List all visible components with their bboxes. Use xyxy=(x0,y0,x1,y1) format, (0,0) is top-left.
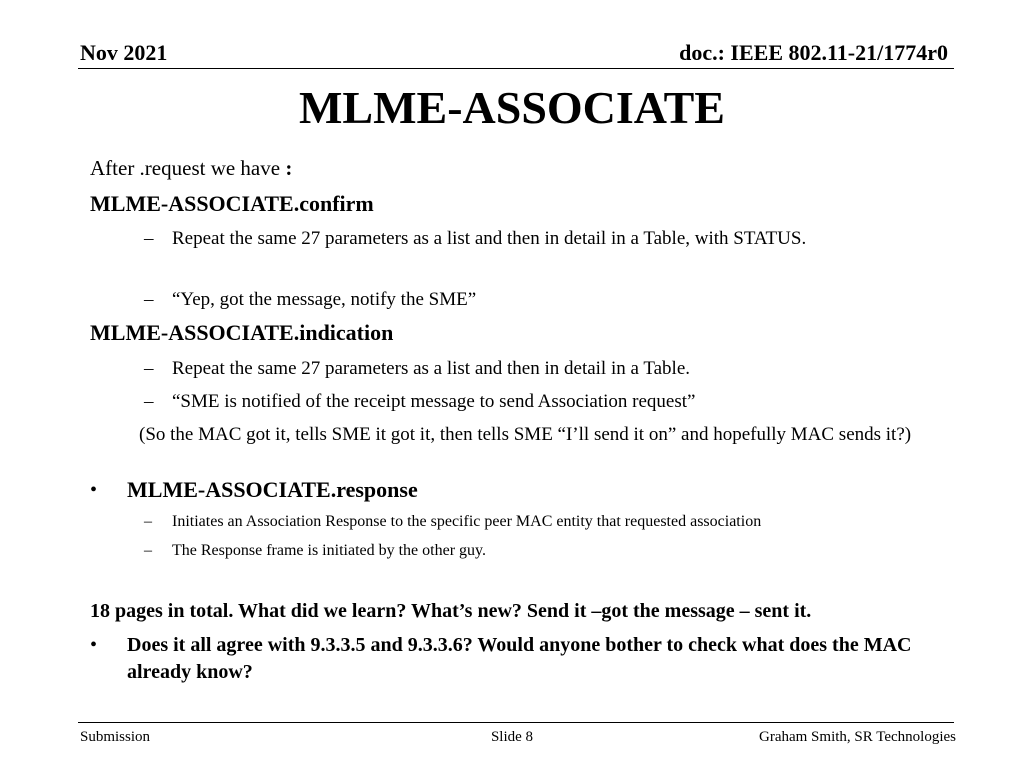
list-item xyxy=(0,356,1024,384)
confirm-heading: MLME-ASSOCIATE.confirm xyxy=(90,191,374,216)
intro-colon: : xyxy=(285,156,293,180)
bullet-glyph: • xyxy=(90,634,98,656)
question-bullet-row xyxy=(0,632,1024,688)
dash-glyph: – xyxy=(144,513,152,530)
indication-heading: MLME-ASSOCIATE.indication xyxy=(90,320,394,345)
response-heading: MLME-ASSOCIATE.response xyxy=(127,477,418,502)
footer-author: Graham Smith, SR Technologies xyxy=(759,729,956,745)
response-bullet-row xyxy=(0,477,1024,505)
dash-glyph: – xyxy=(144,228,154,249)
indication-note: (So the MAC got it, tells SME it got it, then tells SME “I’ll send it on” and hopefully MAC sends it?) xyxy=(139,424,912,445)
list-item xyxy=(0,389,1024,417)
dash-glyph: – xyxy=(144,391,154,412)
dash-glyph: – xyxy=(144,289,154,310)
list-item xyxy=(0,226,1024,282)
intro-line xyxy=(90,155,292,181)
footer-rule xyxy=(78,722,954,723)
confirm-item-2: “Yep, got the message, notify the SME” xyxy=(172,289,477,310)
dash-glyph: – xyxy=(144,542,152,559)
question-text: Does it all agree with 9.3.3.5 and 9.3.3.6? Would anyone bother to check what does the MAC already know? xyxy=(127,634,912,683)
list-item xyxy=(0,287,1024,315)
footer-slide-number: Slide 8 xyxy=(490,729,534,745)
confirm-item-1: Repeat the same 27 parameters as a list and then in detail in a Table, with STATUS. xyxy=(172,228,807,249)
intro-text: After .request we have xyxy=(90,156,286,180)
list-item xyxy=(0,511,1024,535)
footer-submission: Submission xyxy=(80,729,151,745)
indication-item-2: “SME is notified of the receipt message to send Association request” xyxy=(172,391,696,412)
indication-item-1: Repeat the same 27 parameters as a list and then in detail in a Table. xyxy=(172,358,691,379)
list-item xyxy=(0,540,1024,564)
response-item-2: The Response frame is initiated by the other guy. xyxy=(172,542,486,559)
response-item-1: Initiates an Association Response to the specific peer MAC entity that requested association xyxy=(172,513,762,530)
dash-glyph: – xyxy=(144,358,154,379)
header-date: Nov 2021 xyxy=(80,40,168,65)
summary-line: 18 pages in total. What did we learn? What’s new? Send it –got the message – sent it. xyxy=(90,600,812,622)
slide-title: MLME-ASSOCIATE xyxy=(299,82,725,133)
bullet-glyph: • xyxy=(90,479,98,501)
header-rule xyxy=(78,68,954,69)
header-doc-id: doc.: IEEE 802.11-21/1774r0 xyxy=(679,40,948,65)
